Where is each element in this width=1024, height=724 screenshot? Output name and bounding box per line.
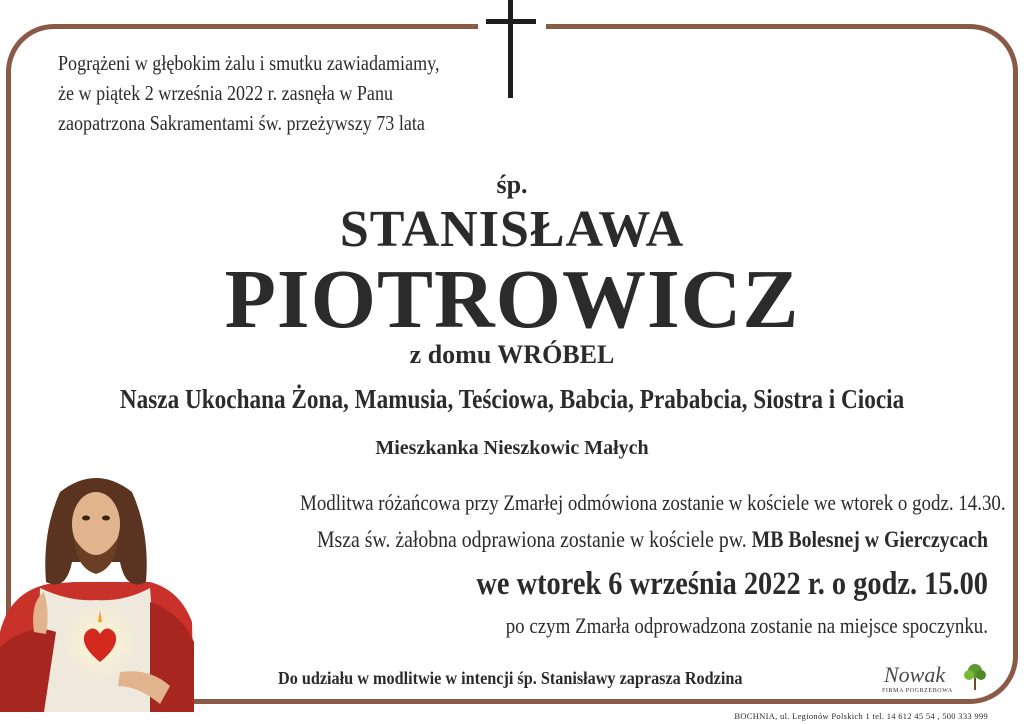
tree-icon xyxy=(962,662,988,692)
surname: PIOTROWICZ xyxy=(224,253,800,346)
mass-prefix: Msza św. żałobna odprawiona zostanie w kościele pw. xyxy=(316,527,747,552)
rosary-info: Modlitwa różańcowa przy Zmarłej odmówiona zostanie w kościele we wtorek o godz. 14.30. xyxy=(300,490,1006,515)
family-roles xyxy=(0,384,1024,415)
burial-info: po czym Zmarła odprowadzona zostanie na miejsce spoczynku. xyxy=(505,613,988,638)
maiden-name: z domu WRÓBEL xyxy=(409,340,615,369)
intro-line-3: zaopatrzona Sakramentami św. przeżywszy 73 lata xyxy=(58,111,425,135)
sacred-heart-image xyxy=(0,472,194,712)
intro-line-1: Pogrążeni w głębokim żalu i smutku zawiadamiamy, xyxy=(58,51,440,75)
intro-line-2: że w piątek 2 września 2022 r. zasnęła w Panu xyxy=(58,81,394,105)
logo-name: Nowak xyxy=(884,662,946,687)
mass-info xyxy=(300,520,988,560)
intro-text xyxy=(58,48,440,138)
logo-subtitle: FIRMA POGRZEBOWA xyxy=(882,688,953,694)
footer-address: BOCHNIA, ul. Legionów Polskich 1 tel. 14 612 45 54 , 500 333 999 xyxy=(734,711,988,721)
invitation: Do udziału w modlitwie w intencji śp. Stanisławy zaprasza Rodzina xyxy=(278,668,743,688)
ceremony-details xyxy=(188,486,1006,644)
first-name: STANISŁAWA xyxy=(339,201,685,258)
name-prefix: śp. xyxy=(496,170,528,199)
mass-date: we wtorek 6 września 2022 r. o godz. 15.00 xyxy=(476,566,988,602)
family-roles-text: Nasza Ukochana Żona, Mamusia, Teściowa, Babcia, Prababcia, Siostra i Ciocia xyxy=(119,384,905,414)
funeral-home-logo xyxy=(878,662,998,702)
residence: Mieszkanka Nieszkowic Małych xyxy=(375,437,649,459)
mass-church: MB Bolesnej w Gierczycach xyxy=(751,527,988,552)
